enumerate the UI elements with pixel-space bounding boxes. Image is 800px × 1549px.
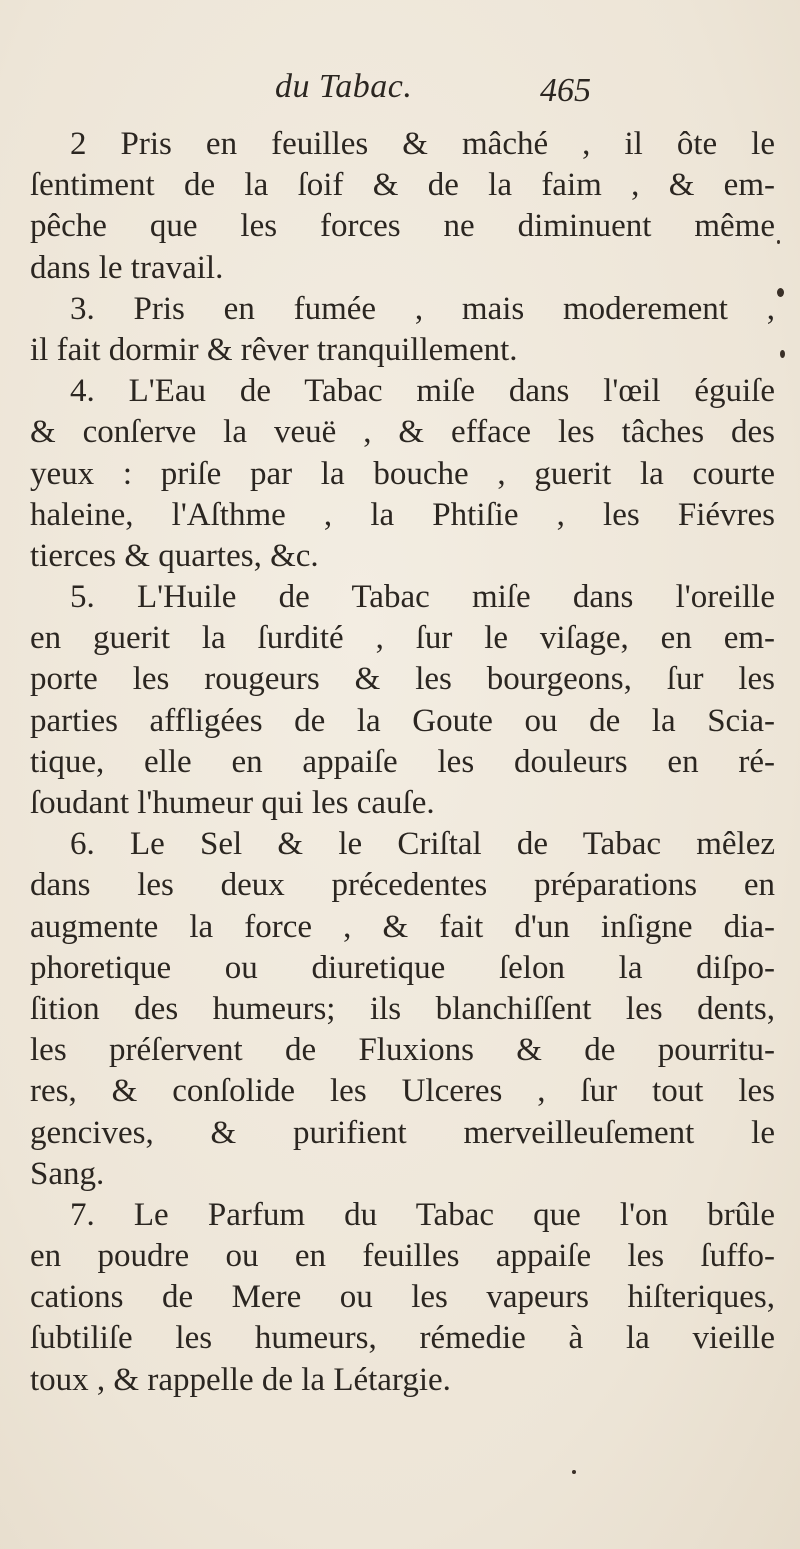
page-number: 465 bbox=[540, 72, 591, 109]
text-line: ſoudant l'humeur qui les cauſe. bbox=[30, 785, 435, 821]
ink-speck bbox=[780, 350, 785, 358]
text-line: les préſervent de Fluxions & de pourritu- bbox=[30, 1032, 775, 1069]
text-line: il fait dormir & rêver tranquillement. bbox=[30, 331, 518, 368]
text-line: porte les rougeurs & les bourgeons, ſur les bbox=[30, 661, 775, 698]
text-line: dans les deux précedentes préparations en bbox=[30, 867, 775, 904]
text-line: tierces & quartes, &c. bbox=[30, 537, 319, 574]
text-line: augmente la force , & fait d'un inſigne dia- bbox=[30, 908, 775, 945]
text-line: 6. Le Sel & le Criſtal de Tabac mêlez bbox=[70, 826, 775, 863]
ink-speck bbox=[777, 288, 784, 297]
body-text bbox=[30, 124, 775, 1401]
text-line: dans le travail. bbox=[30, 249, 224, 286]
text-line: pêche que les forces ne diminuent même bbox=[30, 208, 775, 245]
text-line: ſentiment de la ſoif & de la faim , & em- bbox=[30, 167, 775, 204]
ink-speck bbox=[777, 240, 780, 244]
text-line: tique, elle en appaiſe les douleurs en ré- bbox=[30, 743, 775, 780]
text-line: gencives, & purifient merveilleuſement le bbox=[30, 1114, 775, 1151]
running-head: du Tabac. bbox=[275, 68, 413, 105]
text-line: haleine, l'Aſthme , la Phtiſie , les Fiévres bbox=[30, 496, 775, 533]
ink-speck bbox=[572, 1470, 576, 1474]
text-line: & conſerve la veuë , & efface les tâches des bbox=[30, 414, 775, 451]
text-line: 7. Le Parfum du Tabac que l'on brûle bbox=[70, 1196, 775, 1233]
text-line: phoretique ou diuretique ſelon la diſpo- bbox=[30, 949, 775, 986]
text-line: 5. L'Huile de Tabac miſe dans l'oreille bbox=[70, 579, 775, 616]
text-line: toux , & rappelle de la Létargie. bbox=[30, 1361, 451, 1398]
text-line: cations de Mere ou les vapeurs hiſteriques, bbox=[30, 1279, 775, 1316]
text-line: en poudre ou en feuilles appaiſe les ſuffo- bbox=[30, 1238, 775, 1275]
page-header bbox=[275, 68, 605, 120]
text-line: 4. L'Eau de Tabac miſe dans l'œil éguiſe bbox=[70, 373, 775, 410]
text-line: ſition des humeurs; ils blanchiſſent les dents, bbox=[30, 990, 775, 1027]
text-line: 3. Pris en fumée , mais moderement , bbox=[70, 290, 775, 327]
text-line: en guerit la ſurdité , ſur le viſage, en em- bbox=[30, 620, 775, 657]
text-line: yeux : priſe par la bouche , guerit la courte bbox=[30, 455, 775, 492]
text-line: parties affligées de la Goute ou de la Scia- bbox=[30, 702, 775, 739]
text-line: ſubtiliſe les humeurs, rémedie à la vieille bbox=[30, 1320, 775, 1357]
text-line: 2 Pris en feuilles & mâché , il ôte le bbox=[70, 126, 775, 162]
text-line: Sang. bbox=[30, 1155, 105, 1192]
text-line: res, & conſolide les Ulceres , ſur tout les bbox=[30, 1073, 775, 1110]
